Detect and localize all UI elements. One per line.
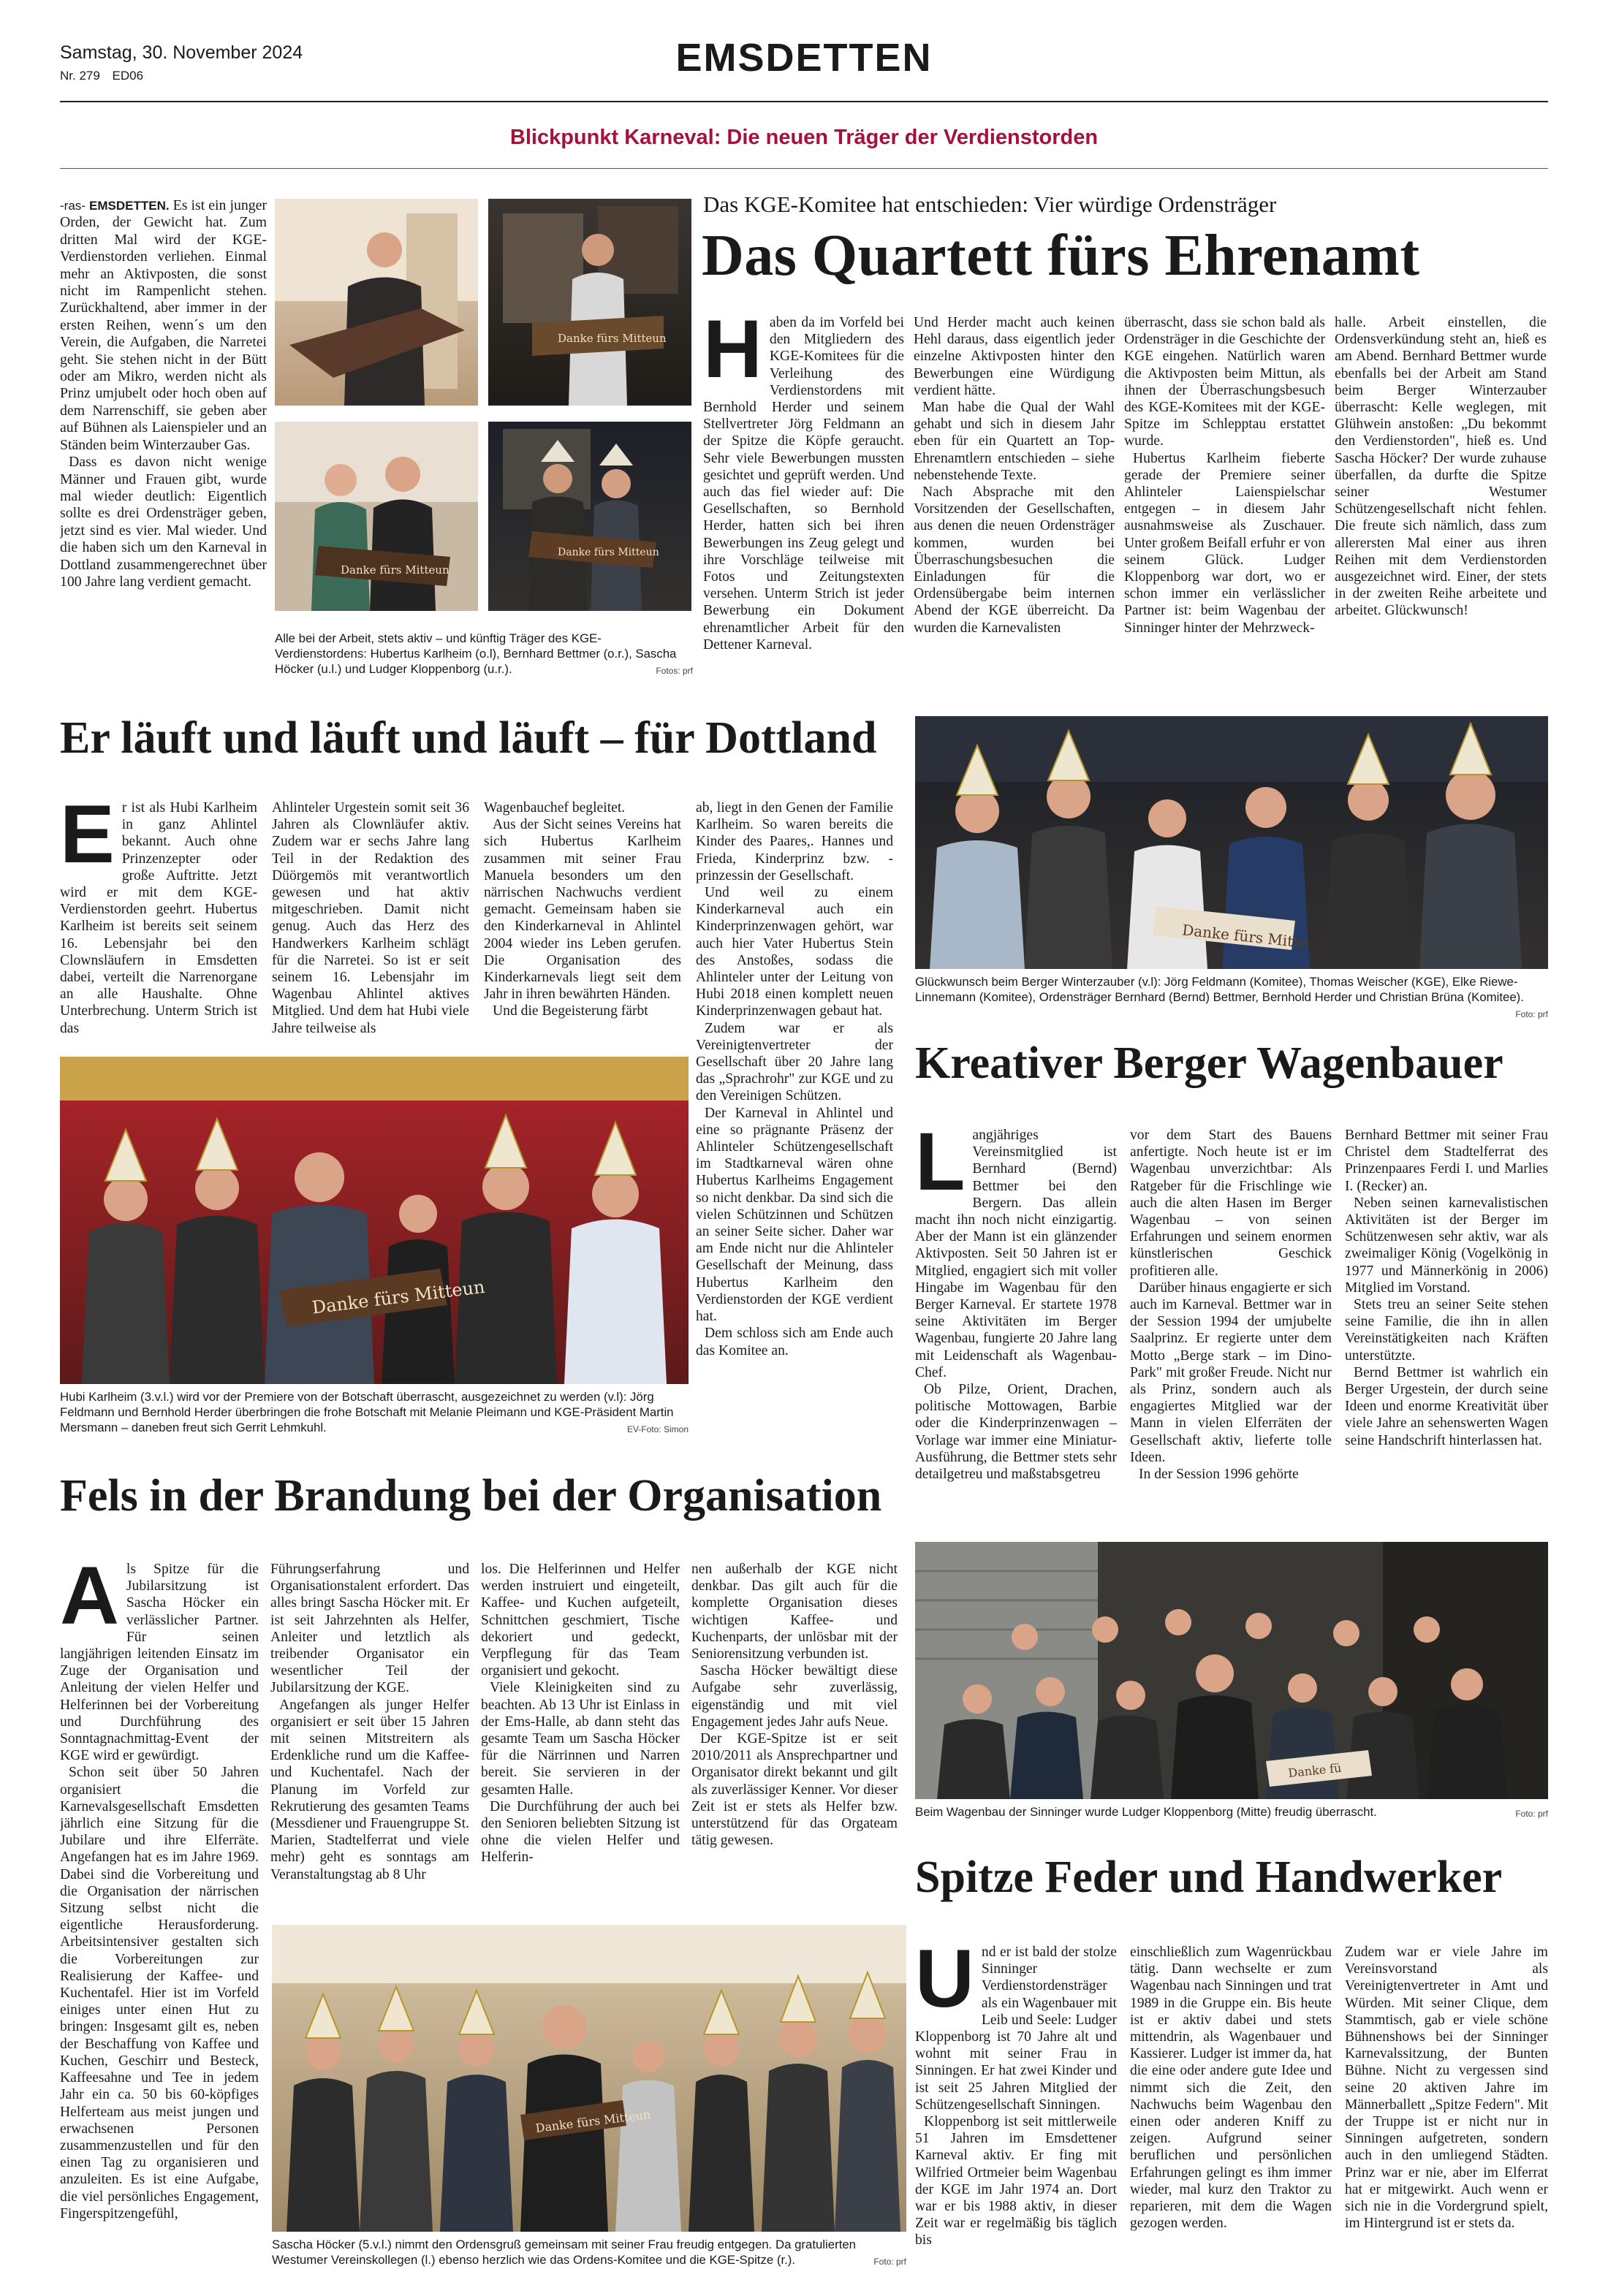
main-col-1: Haben da im Vorfeld bei den Mitgliedern des KGE-Komitees für die Verleihung des Verdienstordens mit Bernhold Herder und seinem Stellvertreter Jörg Feldmann an der Spitze die Köpfe geraucht. Sehr viele Bewerbungen mussten gesichtet und geprüft werden. Und auch das fiel wieder auf: Die Gesellschaften, so Bernhold Herder, hatten sich bei ihren Bewerbungen ins Zeug gelegt und ihre Vorschläge teilweise mit Fotos und Zeitungstexten versehen. Unterm Strich ist jeder Bewerbung ein Dokument ehrenamtlicher Arbeit für den Dettener Karneval.	[703, 314, 904, 653]
karlheim-col-3: Wagenbauchef begleitet. Aus der Sicht seines Vereins hat sich Hubertus Karlheim zusammen mit seiner Frau Manuela besonders um den närrischen Nachwuchs verdient gemacht. Gemeinsam haben sie den Kinderkarneval in Ahlintel 2004 wieder ins Leben gerufen. Die Organisation des Kinderkarnevals liegt seit dem Jahr in ihren bewährten Händen. Und die Begeisterung färbt	[484, 800, 681, 1019]
bettmer-headline: Kreativer Berger Wagenbauer	[915, 1038, 1503, 1088]
photo-karlheim-work	[275, 199, 478, 406]
svg-text:Danke fü: Danke fü	[1287, 1760, 1343, 1781]
main-col-2: Und Herder macht auch keinen Hehl daraus, dass eigentlich jeder einzelne Aktivposten hinter den Bewerbungen eine Würdigung verdient hätte. Man habe die Qual der Wahl gehabt und sich in diesem Jahr eben für ein Quartett an Top-Ehrenamtlern entschieden – siehe nebenstehende Texte. Nach Absprache mit den Vorsitzenden der Gesellschaften, aus denen die neuen Ordensträger kommen, wurden bei Überraschungsbesuchen die Einladungen für die Ordensübergabe beim internen Abend der KGE überreicht. Da wurden die Karnevalisten	[914, 315, 1115, 636]
bettmer-col-1: Langjähriges Vereinsmitglied ist Bernhard (Bernd) Bettmer bei den Bergern. Das allein macht ihn noch nicht einzigartig. Aber der Mann ist ein glänzender Aktivposten. Seit 50 Jahren ist er Mitglied, engagiert sich mit voller Hingabe im Wagenbau für den Berger Karneval. Er startete 1978 seine Aktivitäten im Berger Wagenbau, fungierte 20 Jahre lang mit Leidenschaft als Wagenbau-Chef. Ob Pilze, Orient, Drachen, politische Mottowagen, Barbie oder die Kinderprinzenwagen – Vorlage war immer eine Miniatur-Ausführung, die Bettmer stets sehr detailgetreu und maßstabsgetreu	[915, 1127, 1117, 1483]
bettmer-col-3: Bernhard Bettmer mit seiner Frau Christel dem Stadtelferrat des Prinzenpaares Ferdi I. und Marlies I. (Recker) an. Neben seinen karnevalistischen Aktivitäten ist der Berger im Schützenwesen sehr aktiv, war als zweimaliger König (Vogelkönig in 1977 und Männerkönig in 2006) Mitglied im Vorstand. Stets treu an seiner Seite stehen seine Familie, die ihn in allen Vereinstätigkeiten nach Kräften unterstützte. Bernd Bettmer ist wahrlich ein Berger Urgestein, der durch seine Ideen und enorme Kreativität über viele Jahre an sehenswerten Wagen seine Handschrift hinterlassen hat.	[1345, 1128, 1548, 1448]
main-kicker: Das KGE-Komitee hat entschieden: Vier würdige Ordensträger	[703, 191, 1277, 217]
svg-text:Danke fürs Mitteun: Danke fürs Mitteun	[558, 332, 667, 345]
photo-hoecker-work	[275, 422, 478, 611]
photo-kloppenborg-work	[488, 422, 691, 611]
karlheim-photo-caption: Hubi Karlheim (3.v.l.) wird vor der Premiere von der Botschaft überrascht, ausgezeichnet zu werden (v.l): Jörg Feldmann und Bernhold Herder überbringen die frohe Botschaft mit Melanie Pleimann und KGE-Präsident Martin Mersmann – daneben freut sich Gerrit Lehmkuhl. EV-Foto: Simon	[60, 1389, 689, 1437]
hoecker-col-2: Führungserfahrung und Organisationstalent erfordert. Das alles bringt Sascha Höcker mit. Er ist seit Jahrzehnten als Helfer, Anleiter und letztlich als treibender Organisator ein wesentlicher Teil der Jubilarsitzung der KGE. Angefangen als junger Helfer organisiert er seit über 15 Jahren mit seinen Mitstreitern als Erdenkliche rund um die Kaffee- und Kuchentafel. Nach der Planung im Vorfeld zur Rekrutierung des gesamten Teams (Messdiener und Frauengruppe St. Marien, Stadtelferrat und viele mehr) geht es sonntags am Veranstaltungstag ab 8 Uhr	[270, 1562, 469, 1882]
svg-text:Danke fürs Mitteun: Danke fürs Mitteun	[311, 1276, 486, 1318]
hoecker-photo-credit: Foto: prf	[873, 2257, 906, 2267]
photo-hoecker-ceremony	[272, 1925, 906, 2232]
photo-berger-winterzauber	[915, 716, 1548, 969]
photo-sinninger-wagenbau	[915, 1542, 1548, 1799]
sinninger-photo-caption: Beim Wagenbau der Sinninger wurde Ludger Kloppenborg (Mitte) freudig überrascht. Foto: prf	[915, 1804, 1548, 1822]
karlheim-col-2: Ahlinteler Urgestein somit seit 36 Jahren als Clownläufer aktiv. Zudem war er sechs Jahre lang Teil in der Redaktion des Düörgemös mit verantwortlich gewesen und hat aktiv mitgeschrieben. Damit nicht genug. Auch das Herz des Handwerkers Karlheim schlägt für die Narretei. So ist er seit seinem 16. Lebensjahr im Wagenbau Ahlintel aktives Mitglied. Und dem hat Hubi viele Jahre teilweise als	[272, 800, 469, 1036]
intro-text: -ras- EMSDETTEN. Es ist ein junger Orden, der Gewicht hat. Zum dritten Mal wird der KGE-Verdienstorden verliehen. Einmal mehr an Aktivposten, die sonst nicht im Rampenlicht stehen. Zurückhaltend, aber immer in der ersten Reihen, wenn´s um den Verein, die Aufgaben, die Narretei geht. Sie stehen nicht in der Bütt oder am Mikro, werden nicht als Prinz umjubelt oder hoch oben auf dem Narrenschiff, sie geben aber auf Bühnen als Laienspieler und an Ständen beim Winterzauber Gas. Dass es davon nicht wenige Männer und Frauen gibt, wurde mal wieder deutlich: Eigentlich sollte es drei Ordensträger geben, jetzt sind es vier. Mal wieder. Und die haben sich um den Karneval in Dottland zusammengerechnet über 100 Jahre lang verdient gemacht.	[60, 197, 267, 590]
city-title: EMSDETTEN	[675, 36, 933, 80]
karlheim-headline: Er läuft und läuft und läuft – für Dottland	[60, 713, 877, 763]
karlheim-col-1: Er ist als Hubi Karlheim in ganz Ahlintel bekannt. Auch ohne Prinzenzepter oder große Auftritte. Jetzt wird er mit dem KGE-Verdienstorden geehrt. Hubertus Karlheim ist bereits seit seinem 16. Lebensjahr bei den Clownsläufern in Emsdetten dabei, verteilt die Narrenorgane an alle Haushalte. Ohne Unterbrechung. Unterm Strich ist das	[60, 799, 257, 1036]
karlheim-col-4: ab, liegt in den Genen der Familie Karlheim. So waren bereits die Kinder des Paares,. Hannes und Frieda, Kinderprinz bzw. -prinzessin der Gesellschaft. Und weil zu einem Kinderkarneval auch ein Kinderprinzenwagen gehört, war auch hier Vater Hubertus Stein des Anstoßes, sodass die Ahlinteler unter der Leitung von Hubi 2018 einen komplett neuen Kinderprinzenwagen gebaut hat. Zudem war er als Vereinigtenvertreter der Gesellschaft über 20 Jahre lang das „Sprachrohr" zur KGE und zu den Vereinigen Schützen. Der Karneval in Ahlintel und eine so prägnante Präsenz der Ahlinteler Schützengesellschaft im Stadtkarneval wären ohne Hubertus Karlheims Engagement so nicht denkbar. Da sind sich die vielen Schützinnen und Schützen an seiner Seite sicher. Daher war am Ende nicht nur die Ahlinteler Gesellschaft der Meinung, dass Hubertus Karlheim den Verdienstorden der KGE verdient hat. Dem schloss sich am Ende auch das Komitee an.	[696, 800, 893, 1358]
hoecker-headline: Fels in der Brandung bei der Organisation	[60, 1471, 882, 1521]
edition-code: ED06	[112, 69, 144, 83]
sinninger-photo-credit: Foto: prf	[1515, 1809, 1548, 1819]
hoecker-col-4: nen außerhalb der KGE nicht denkbar. Das gilt auch für die komplette Organisation dieses wichtigen Kaffee- und Kuchenparts, der unlösbar mit der Seniorensitzung verbunden ist. Sascha Höcker bewältigt diese Aufgabe sehr zuverlässig, eigenständig und mit viel Engagement jedes Jahr aufs Neue. Der KGE-Spitze ist er seit 2010/2011 als Ansprechpartner und Organisator direkt bekannt und gilt als zuverlässiger Kenner. Vor dieser Zeit ist er stets als Helfer bzw. unterstützend für das Orgateam tätig gewesen.	[691, 1562, 898, 1849]
photo-karlheim-premiere	[60, 1057, 689, 1384]
main-col-3: überrascht, dass sie schon bald als Ordensträger in die Geschichte der KGE eingehen. Natürlich waren die Aktivposten beim Mittun, als ihnen der Überraschungsbesuch des KGE-Komitees mit der KGE-Spitze im Schlepptau erstattet wurde. Hubertus Karlheim fieberte gerade der Premiere seiner Ahlinteler Laienspielschar entgegen – in diesem Jahr ausnahmsweise als Zuschauer. Unter großem Beifall erfuhr er von seinem Glück. Ludger Kloppenborg war dort, wo er schon immer ein verlässlicher Partner ist: beim Wagenbau der Sinninger hinter der Mehrzweck-	[1124, 315, 1325, 636]
hoecker-photo-caption: Sascha Höcker (5.v.l.) nimmt den Ordensgruß gemeinsam mit seiner Frau freudig entgegen. Da gratulierten Westumer Vereinskollegen (l.) ebenso herzlich wie das Ordens-Komitee und die KGE-Spitze (r.). Foto: prf	[272, 2237, 906, 2270]
header-rule	[60, 101, 1548, 102]
kloppenborg-col-1: Und er ist bald der stolze Sinninger Verdienstordensträger als ein Wagenbauer mit Leib und Seele: Ludger Kloppenborg ist 70 Jahre alt und wohnt mit seiner Frau in Sinningen. Er hat zwei Kinder und ist seit 25 Jahren Mitglied der Schützengesellschaft Sinningen. Kloppenborg ist seit mittlerweile 51 Jahren im Emsdettener Karneval aktiv. Er fing mit Wilfried Ortmeier beim Wagenbau der KGE im Jahr 1974 an. Dort war er bis 1988 aktiv, in dieser Zeit war er regelmäßig bis täglich bis	[915, 1944, 1117, 2249]
hoecker-col-1: Als Spitze für die Jubilarsitzung ist Sascha Höcker ein verlässlicher Partner. Für seinen langjährigen leitenden Einsatz im Zuge der Organisation und Anleitung der vielen Helfer und Helferinnen bei der Vorbereitung und Durchführung des Sonntagnachmittag-Event der KGE wird er gewürdigt. Schon seit über 50 Jahren organisiert die Karnevalsgesellschaft Emsdetten jährlich eine Sitzung für die Jubilare und ihre Elferräte. Angefangen hat es im Jahre 1969. Dabei sind die Vorbereitung und die Organisation der närrischen Sitzung selbst nicht die eigentliche Herausforderung. Arbeitsintensiver gestalten sich die Vorbereitungen zur Realisierung der Kaffee- und Kuchentafel. Hier ist im Vorfeld einiges unter einen Hut zu bringen: Insgesamt gilt es, neben der Beschaffung von Kaffee und Kuchen, Geschirr und Besteck, Kaffeesahne und Tee in jedem Jahr ein ca. 50 bis 60-köpfiges Helferteam aus meist jungen und erwachsenen Personen zusammenzustellen und für den einen Tag zu organisieren und anzuleiten. Es ist eine Aufgabe, die viel persönliches Engagement, Fingerspitzengefühl,	[60, 1561, 259, 2221]
section-title: Blickpunkt Karneval: Die neuen Träger der Verdienstorden	[509, 126, 1099, 149]
photo-bettmer-work	[488, 199, 691, 406]
issue-number: Nr. 279	[60, 69, 100, 83]
bettmer-col-2: vor dem Start des Bauens anfertigte. Noch heute ist er im Wagenbau unverzichtbar: Als Ratgeber für die Frischlinge wie auch die alten Hasen im Berger Wagenbau – von seinen Erfahrungen und seinem enormen künstlerischen Geschick profitieren alle. Darüber hinaus engagierte er sich auch im Karneval. Bettmer war in der Session 1994 der umjubelte Saalprinz. Er regierte unter dem Motto „Berge stark – im Dino-Park" mit großer Freude. Nicht nur als Prinz, sondern auch als engagiertes Mitglied war der Mann in vielen Elferräten der Gesellschaft aktiv, lieferte tolle Ideen. In der Session 1996 gehörte	[1130, 1128, 1332, 1483]
lead-photos-caption: Alle bei der Arbeit, stets aktiv – und künftig Träger des KGE-Verdienstordens: Hubertus Karlheim (o.l), Bernhard Bettmer (o.r.), Sascha Höcker (u.l.) und Ludger Kloppenborg (u.r.). Fotos: prf	[275, 631, 693, 679]
main-col-4: halle. Arbeit einstellen, die Ordensverkündung steht an, hieß es am Abend. Bernhard Bettmer wurde ebenfalls bei der Arbeit am Stand beim Berger Winterzauber überrascht: Kelle weglegen, mit Glühwein anstoßen: „Du bekommt den Verdienstorden", hieß es. Und Sascha Höcker? Der wurde zuhause überfallen, da durfte die Spitze seiner Westumer Schützengesellschaft nicht fehlen. Die freute sich nämlich, dass zum allerersten Mal einer aus ihren Reihen mit dem Verdienstorden ausgezeichnet wird. Einer, der stets in der zweiten Reihe arbeitete und arbeitet. Glückwunsch!	[1335, 315, 1547, 619]
issue-date: Samstag, 30. November 2024	[60, 42, 303, 63]
svg-text:Danke fürs Mitteun: Danke fürs Mitteun	[558, 547, 659, 558]
svg-text:Danke fürs Mitteun: Danke fürs Mitteun	[534, 2107, 652, 2136]
svg-text:Danke fürs Mitteun: Danke fürs Mitteun	[341, 563, 450, 577]
kloppenborg-col-2: einschließlich zum Wagenrückbau tätig. Dann wechselte er zum Wagenbau nach Sinningen und trat 1989 in die Gruppe ein. Bis heute ist er aktiv dabei und stets mittendrin, als Wagenbauer und Kassierer. Ludger ist immer da, hat die eine oder andere gute Idee und nimmt sich die Zeit, den Nachwuchs beim Wagenbau den einen oder anderen Kniff zu zeigen. Aufgrund seiner beruflichen und persönlichen Erfahrungen gelingt es ihm immer wieder, mal kurz den Traktor zu reparieren, mit dem die Wagen gezogen werden.	[1130, 1945, 1332, 2232]
kloppenborg-col-3: Zudem war er viele Jahre im Vereinsvorstand als Vereinigtenvertreter in Amt und Würden. Mit seiner Clique, dem Stammtisch, gab er viele schöne Bühnenshows bei der Sinninger Karnevalssitzung, der Bunten Bühne. Nicht zu vergessen sind seine 20 aktiven Jahre im Männerballett „Spitze Federn". Mit der Truppe ist er nicht nur in Sinningen aufgetreten, sondern auch in den umliegend Städten. Prinz war er nie, aber im Elferrat hat er mitgewirkt. Auch wenn er sich nie in die Vordergrund spielt, im Hintergrund ist er stets da.	[1345, 1945, 1548, 2232]
main-headline: Das Quartett fürs Ehrenamt	[702, 224, 1420, 288]
berger-photo-caption: Glückwunsch beim Berger Winterzauber (v.l): Jörg Feldmann (Komitee), Thomas Weischer (KGE), Elke Riewe-Linnemann (Komitee), Ordensträger Bernhard (Bernd) Bettmer, Bernhold Herder und Christian Brüna (Komitee). Foto: prf	[915, 974, 1548, 1022]
berger-photo-credit: Foto: prf	[1515, 1009, 1548, 1019]
kloppenborg-headline: Spitze Feder und Handwerker	[915, 1852, 1503, 1902]
hoecker-col-3: los. Die Helferinnen und Helfer werden instruiert und eingeteilt, Kaffee- und Kuchen aufgeteilt, Schnittchen geschmiert, Tische dekoriert und gedeckt, Verpflegung für das Team organisiert und gekocht. Viele Kleinigkeiten sind zu beachten. Ab 13 Uhr ist Einlass in der Ems-Halle, ab dann steht das gesamte Team um Sascha Höcker für die Närrinnen und Narren bereit. Sie servieren in der gesamten Halle. Die Durchführung der auch bei den Senioren beliebten Sitzung ist ohne die vielen Helfer und Helferin-	[481, 1562, 680, 1866]
section-rule	[60, 168, 1548, 169]
karlheim-photo-credit: EV-Foto: Simon	[626, 1424, 689, 1434]
svg-text:Danke fürs Mitte: Danke fürs Mitte	[1181, 921, 1309, 952]
lead-photos-credit: Fotos: prf	[656, 666, 693, 676]
